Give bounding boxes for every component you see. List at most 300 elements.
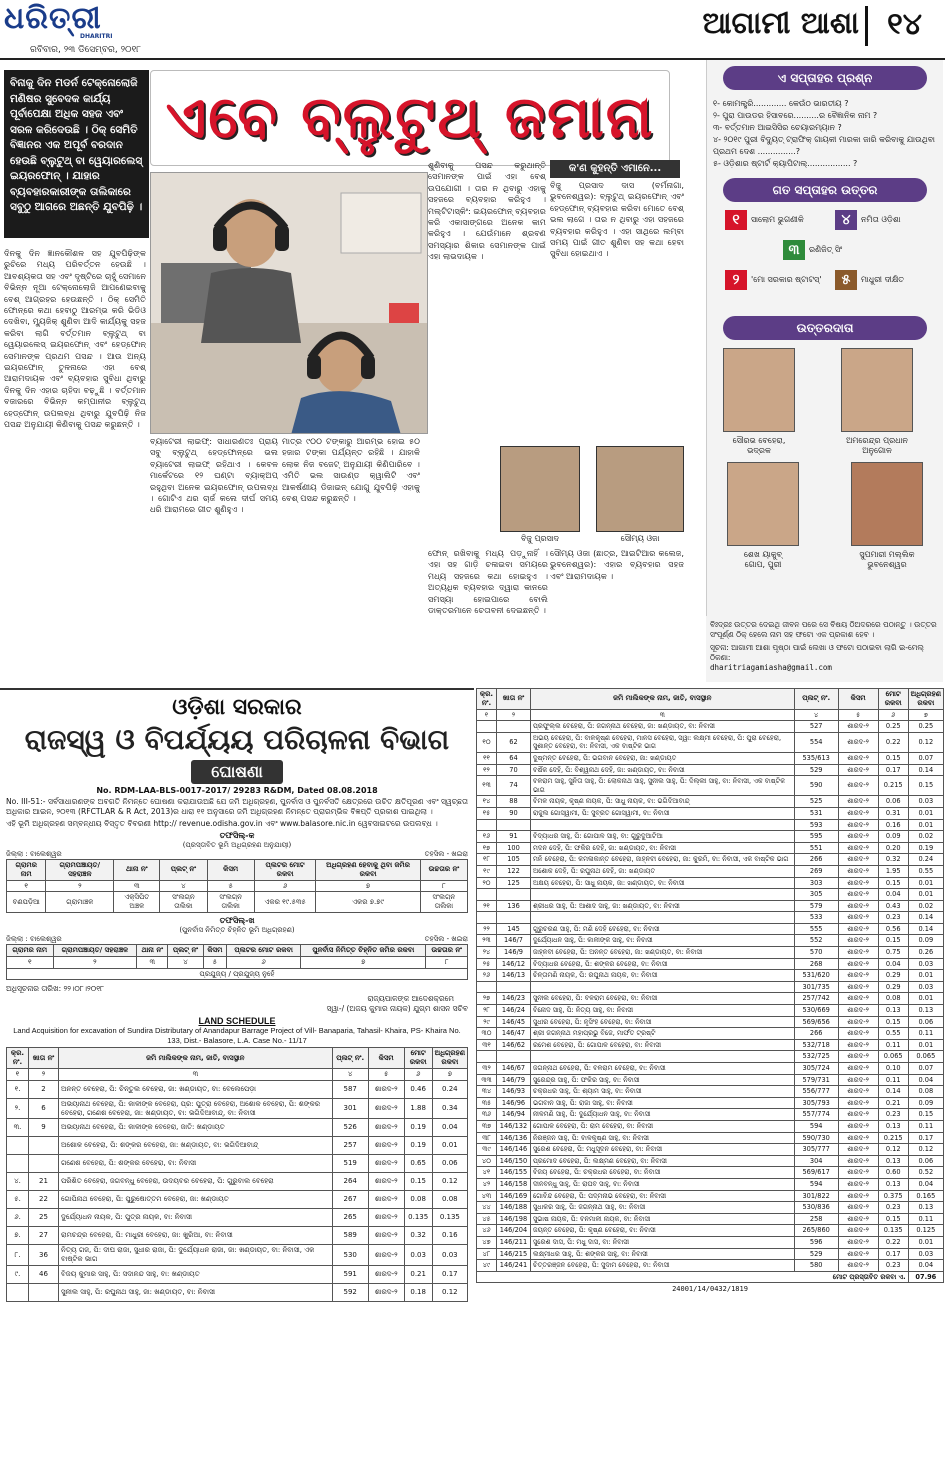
table-row [477, 1167, 944, 1179]
table-cell: ଶାରଦ-୨ [838, 1178, 878, 1190]
table-cell: 0.06 [432, 1155, 467, 1173]
table-cell: ଶାରଦ-୨ [838, 981, 878, 993]
table-cell: 0.10 [878, 1063, 908, 1075]
table-cell: ଶାରଦ-୨ [838, 1225, 878, 1237]
answer-text: 'ମୋ ସରକାର ଷ୍ଟାଟସ୍' [751, 275, 822, 284]
table-cell: 592 [332, 1283, 368, 1301]
table-cell: 266 [794, 854, 838, 866]
table-cell: ୩୪ [477, 1086, 497, 1098]
table-cell: ୩୩ [477, 1074, 497, 1086]
table-cell: 0.22 [878, 732, 908, 752]
table-row [7, 1080, 468, 1098]
table-row [477, 1225, 944, 1237]
table-cell: ଅଭୟାନାଥ ବେହେରା, ପି: କାଳୀଙ୍କ ବେହେରା, ପ୍ର: ପୁତ୍ରା ବେହେରା, ଅଶୋକ ବେହେରା, ପି: ଶଙ୍କର ବେହେରା, ଗଣେଶ ବେହେରା, ଜା: ଖଣ୍ଡାୟତ, ବା: ଭଗିଦିଆବାନ୍ଦ୍, ବା: ନିବାସୀ [59, 1098, 333, 1119]
table-cell: 0.22 [878, 1236, 908, 1248]
table-cell: ୩୨ [477, 1063, 497, 1075]
table-cell [531, 889, 795, 901]
table-cell: 0.11 [908, 1213, 943, 1225]
table-cell: 146/158 [497, 1178, 531, 1190]
table-cell: 0.12 [908, 732, 943, 752]
table-cell: ଗୋବିନ୍ଦ ବେହେରା, ପି: ପଦ୍ମନାଭ ବେହେରା, ବା: ନିବାସୀ [531, 1190, 795, 1202]
table-cell [497, 819, 531, 831]
table-cell [477, 912, 497, 924]
table-cell: 0.09 [908, 935, 943, 947]
sidebar-footer [706, 616, 943, 682]
answer-text: ରଣିଜିତ୍ ସିଂ [809, 245, 843, 254]
table-cell: ୪୯ [477, 1260, 497, 1272]
table-cell: ଶାରଦ-୨ [838, 796, 878, 808]
table-cell: ଜୟନ୍ତ ବେହେରା, ପି: କୃଷ୍ଣ ବେହେରା, ବା: ନିବାସୀ [531, 1225, 795, 1237]
table-cell: ୨୪ [477, 947, 497, 959]
table-cell: 265 [332, 1209, 368, 1227]
table-cell: ଶାରଦ-୨ [368, 1119, 404, 1137]
table-cell: 0.29 [878, 981, 908, 993]
column-number: ୭ [301, 956, 426, 968]
table-cell: 146/150 [497, 1155, 531, 1167]
table-cell: 21 [29, 1173, 59, 1191]
notice-date: ଅଧିସୂଚନାର ତାରିଖ: ୨୨।୦୮।୨୦୧୮ [6, 984, 105, 994]
schedule-b-table [6, 944, 468, 980]
article-column-7: ଫୋନ୍ ରଖିବାକୁ ମଧ୍ୟ ପଡ଼ୁନାହିଁ । ଏହା ସହ ଗାଡ଼ି ଚଳାଇବା ସମୟରେ ମଧ୍ୟ ସହଜରେ କଥା ହୋଇହୁଏ । ଅତ୍ୟଧିକ ବ୍ୟବହାର ଦ୍ୱାରା କାନରେ ସମସ୍ୟା ହୋଇପାରେ ବୋଲି ଡାକ୍ତରମାନେ ଚେତାବନୀ ଦେଇଛନ୍ତି । [428, 548, 548, 616]
table-cell: ୨୮ [477, 1005, 497, 1017]
land-table-header: ମୋଟ ରକବା [404, 1048, 432, 1069]
table-cell: ଶାରଦ-୨ [838, 752, 878, 764]
table-cell: 0.15 [878, 1213, 908, 1225]
table-cell: ମଦନ ଦେହି, ପି: ଫକିର ଦେହି, ଜା: ଖଣ୍ଡାୟତ, ବା: ନିବାସୀ [531, 842, 795, 854]
table-cell: 0.04 [878, 958, 908, 970]
table-cell: 146/136 [497, 1132, 531, 1144]
table-cell: ଶାରଦ-୨ [838, 1028, 878, 1040]
table-cell: 1.95 [878, 865, 908, 877]
table-cell: ୪୭ [477, 1236, 497, 1248]
table-cell: ଶାରଦ-୨ [838, 1086, 878, 1098]
table-cell: 0.25 [878, 721, 908, 733]
table-row [477, 1005, 944, 1017]
table-cell: 0.14 [908, 912, 943, 924]
logo-text: ଧରିତ୍ରୀ [4, 1, 102, 36]
column-number: ୭ [908, 709, 943, 721]
table-cell: ସୁରେଶ ଦାସ, ପି: ମଧୁ ଦାସ, ବା: ନିବାସୀ [531, 1236, 795, 1248]
table-cell: 0.02 [908, 831, 943, 843]
table-cell: ଶାରଦ-୨ [368, 1173, 404, 1191]
table-cell: 0.21 [878, 1097, 908, 1109]
table-cell: 579/731 [794, 1074, 838, 1086]
table-cell [7, 1155, 29, 1173]
table-cell: ପ୍ରଫୁଲ୍ଲ ବେହେରା, ପି: ଜଗନ୍ନାଥ ବେହେରା, ଜା: ଖଣ୍ଡାୟତ, ବା: ନିବାସୀ [531, 721, 795, 733]
table-cell: 146/93 [497, 1086, 531, 1098]
winner-photo [727, 462, 799, 546]
govt-notice [0, 688, 474, 1474]
table-cell: 257 [332, 1137, 368, 1155]
table-cell: ୪୫ [477, 1213, 497, 1225]
notice-para-1: No. III-51:- ସର୍ବସାଧାରଣଙ୍କ ଅବଗତି ନିମନ୍ତେ ଘୋଷଣା କରାଯାଉଅଛି ଯେ ଜମି ଅଧିଗ୍ରହଣ, ପୁନର୍ବାସ ଓ ପୁନର୍ବସତି କ୍ଷେତ୍ରରେ ଉଚିତ କ୍ଷତିପୂରଣ ଏବଂ ସ୍ୱଚ୍ଛତା ଅଧିକାର ଆଇନ, ୨୦୧୩ (RFCTLAR & R Act, 2013)ର ଧାରା ୧୧ ଅନୁସାରେ ଜମି ଅଧିଗ୍ରହଣ ନିମନ୍ତେ ପ୍ରାରମ୍ଭିକ ବିଜ୍ଞପ୍ତି ପ୍ରକାଶ ପାଇଥିଲା । [6, 797, 468, 816]
table-cell: 146/79 [497, 1074, 531, 1086]
table-cell: ୫. [7, 1191, 29, 1209]
table-cell: ଶାରଦ-୨ [838, 1248, 878, 1260]
table-cell: 88 [497, 796, 531, 808]
footer-email-label: ସୂଚନା: ଆଗାମୀ ଆଶା ପୃଷ୍ଠା ପାଇଁ ଲେଖା ଓ ଫଟୋ ପଠାଇବା ଲାଗି ଇ-ମେଲ୍ ଠିକଣା: [710, 643, 924, 662]
schedule-a-header: ପ୍ଲଟର ମୋଟ ରକବା [254, 860, 316, 881]
column-number: ୫ [838, 709, 878, 721]
table-cell: 70 [497, 764, 531, 776]
winner-photo [851, 462, 923, 546]
table-cell: ଶାରଦ-୨ [368, 1245, 404, 1266]
footer-code: 24001/14/0432/1819 [672, 1285, 748, 1294]
table-cell: 301/822 [794, 1190, 838, 1202]
table-cell: ନିତ୍ୟ ଗଜ, ପି: ଦୀଘ ରାଜା, ସୁଧୀର ରାଜା, ପି: ଦୁର୍ଯ୍ୟୋଧନ ରାଜା, ଜା: ଖଣ୍ଡାୟତ, ବା: ନିବାସୀ, ଏକ ବାଷ୍ଟିକ ଭାଗ [59, 1245, 333, 1266]
table-cell: 0.15 [908, 776, 943, 796]
table-cell: 532/718 [794, 1039, 838, 1051]
table-cell: ଶାରଦ-୨ [838, 1202, 878, 1214]
table-row [477, 865, 944, 877]
table-cell: 580 [794, 1260, 838, 1272]
table-cell: 0.75 [878, 947, 908, 959]
winner-caption: ଅମରେନ୍ଦ୍ର ପ୍ରଧାନ ଅନୁଗୋଳ [846, 436, 908, 455]
table-cell: ୪୦ [477, 1155, 497, 1167]
table-row [7, 1209, 468, 1227]
table-cell: 305/793 [794, 1097, 838, 1109]
land-schedule-table [6, 1047, 468, 1302]
table-row [477, 1086, 944, 1098]
table-cell: ୨୬ [477, 970, 497, 982]
table-cell: 0.04 [908, 1074, 943, 1086]
table-cell: ଶାରଦ-୨ [838, 1213, 878, 1225]
table-cell: 0.03 [404, 1245, 432, 1266]
table-cell: ସୁଧୀର ବେହେରା, ପି: ନୃସିଂହ ବେହେରା, ବା: ନିବାସୀ [531, 1016, 795, 1028]
column-number: ୨ [29, 1068, 59, 1080]
table-cell: ଶାରଦ-୨ [368, 1209, 404, 1227]
table-cell: ସୁନୀଲ ବେହେରା, ପି: ବଳରାମ ବେହେରା, ବା: ନିବାସୀ [531, 993, 795, 1005]
table-cell: ନିରଞ୍ଜନ ସାହୁ, ପି: ବାଳକୃଷ୍ଣ ସାହୁ, ବା: ନିବାସୀ [531, 1132, 795, 1144]
schedule-a-header: ଉଚ୍ଚତାର ନଂ [420, 860, 467, 881]
table-cell: 0.17 [432, 1265, 467, 1283]
table-cell: 0.11 [878, 1074, 908, 1086]
table-cell: 105 [497, 854, 531, 866]
column-number: ୧ [477, 709, 497, 721]
table-cell: ଶାରଦ-୨ [838, 1260, 878, 1272]
article-column-4: ବିଜୁ ପ୍ରସାଦ ଦାସ (ବର୍ମନାଗା, ଭୁବନେଶ୍ୱର): ବ୍ଲୁଟୁଥ୍ ଇୟରଫୋନ୍ ଏବଂ ହେଡ୍‌ଫୋନ୍ ବ୍ୟବହାର କରିବା ମୋତେ ବେଶ୍ ଭଲ ଲାଗେ । ତାର ନ ଥିବାରୁ ଏହା ସହଜରେ ବ୍ୟବହାର କରିହୁଏ । ଏହା ସାଥିରେ ଲମ୍ବା ସମୟ ପାଇଁ ଗୀତ ଶୁଣିବା ସହ କଥା ହେବା ସୁବିଧା ହୋଇଥାଏ । [550, 180, 684, 259]
table-cell: 587 [332, 1080, 368, 1098]
table-cell: 146/198 [497, 1213, 531, 1225]
table-cell: 301 [332, 1098, 368, 1119]
table-cell: 529 [794, 764, 838, 776]
table-cell: ୧୮ [477, 854, 497, 866]
opinion-box-title: କ'ଣ କୁହନ୍ତି ଏମାନେ... [550, 160, 680, 178]
answers-list [707, 202, 943, 314]
table-cell: ୯. [7, 1265, 29, 1283]
table-cell: ଚକ୍ରଧର ସାହୁ, ପି: ଶ୍ୟାମ ସାହୁ, ବା: ନିବାସୀ [531, 1086, 795, 1098]
table-cell: 0.03 [908, 981, 943, 993]
table-cell: ରାମଚନ୍ଦ୍ର ବେହେରା, ପି: ମାଧୁରୀ ବେହେରା, ଜା: ଖୁରିଆ, ବା: ନିବାସୀ [59, 1227, 333, 1245]
column-number: ୩ [114, 880, 160, 892]
table-cell: ଶାରଦ-୨ [838, 1051, 878, 1063]
table-row [7, 1265, 468, 1283]
headphone-illustration [151, 173, 428, 434]
table-row [477, 900, 944, 912]
table-cell: 0.08 [908, 1086, 943, 1098]
table-cell: 0.03 [908, 958, 943, 970]
table-cell: 0.03 [908, 796, 943, 808]
column-number: ୫ [207, 880, 254, 892]
column-number: ୪ [168, 956, 203, 968]
table-cell [531, 912, 795, 924]
table-cell: 0.08 [404, 1191, 432, 1209]
table-cell: ଶାରଦ-୨ [838, 865, 878, 877]
schedule-a-sub: (ପ୍ରସ୍ତାବିତ ଭୂମି ଅଧିଗ୍ରହଣ ଅନୁଯାୟୀ) [182, 841, 292, 849]
table-cell: ଶାରଦ-୨ [838, 1074, 878, 1086]
table-cell: ଶାରଦ-୨ [838, 1097, 878, 1109]
table-cell: 0.11 [908, 1028, 943, 1040]
table-cell: 268 [794, 958, 838, 970]
table-cell: 579 [794, 900, 838, 912]
land-table-header: ଅଧିଗ୍ରହଣ ରକବା [432, 1048, 467, 1069]
schedule-a-header: କିସମ [207, 860, 254, 881]
headline: ଏବେ ବ୍ଲୁଟୁଥ୍ ଜମାନା [165, 83, 655, 151]
portrait-biju-prasad [500, 446, 580, 532]
table-cell [497, 912, 531, 924]
right-table-header: କ୍ର. ନଂ. [477, 689, 497, 710]
table-cell: 0.32 [404, 1227, 432, 1245]
table-row [477, 993, 944, 1005]
table-cell: 0.31 [878, 807, 908, 819]
table-cell: ରମେଶ ବେହେରା, ପି: ଗୋପାଳ ବେହେରା, ବା: ନିବାସୀ [531, 1039, 795, 1051]
table-cell: 257/742 [794, 993, 838, 1005]
table-cell: 146/47 [497, 1028, 531, 1040]
table-cell: ସୁନୀଲ ସାହୁ, ପି: ରଘୁନାଥ ସାହୁ, ଜା: ଖଣ୍ଡାୟତ, ବା: ନିବାସୀ [59, 1283, 333, 1301]
table-cell: ୨୩ [477, 935, 497, 947]
table-cell [29, 1137, 59, 1155]
table-cell: 0.13 [908, 1005, 943, 1017]
table-cell: 530/669 [794, 1005, 838, 1017]
table-cell: ଜଗନ୍ନାଥ ବେହେରା, ପି: ବଳରାମ ବେହେରା, ବା: ନିବାସୀ [531, 1063, 795, 1075]
table-cell: ବର୍ଷିକ ଦେହି, ପି: ବିଶ୍ୱନାଥ ଦେହି, ଜା: ଖଣ୍ଡାୟତ, ବା: ନିବାସୀ [531, 764, 795, 776]
table-cell: ଅନନ୍ତ ବେହେରା, ପି: ଚିନ୍ତୁଲ ବେହେରା, ଜା: ଖଣ୍ଡାୟତ, ବା: ବେଲେପେଡ଼ା [59, 1080, 333, 1098]
schedule-a-header: ଗ୍ରାମପଞ୍ଚାୟତ/ସହରାଞ୍ଚଳ [46, 860, 114, 881]
table-cell: ନୀଳମଣି ସାହୁ, ପି: ଦୁର୍ଯ୍ୟୋଧନ ସାହୁ, ବା: ନିବାସୀ [531, 1109, 795, 1121]
table-cell [497, 721, 531, 733]
table-cell: ବିଜୟ ବେହେରା, ପି: ଚକ୍ରଧର ବେହେରା, ବା: ନିବାସୀ [531, 1167, 795, 1179]
schedule-b-title: ତଫସିଲ୍-ଖ [219, 915, 255, 925]
table-cell: ୮. [7, 1245, 29, 1266]
schedule-b-header: ଗ୍ରାମପଞ୍ଚାୟତ/ ସହରାଞ୍ଚଳ [53, 944, 137, 956]
table-cell: 0.09 [908, 1097, 943, 1109]
table-cell: ଚିତ୍ତରଞ୍ଜନ ବେହେରା, ପି: ସୁଦାମ ବେହେରା, ବା: ନିବାସୀ [531, 1260, 795, 1272]
table-cell: ଚିନ୍ତାମଣି ନାୟକ, ପି: ରଘୁନାଥ ନାୟକ, ବା: ନିବାସୀ [531, 970, 795, 982]
schedule-a-header: ଥାନା ନଂ [114, 860, 160, 881]
table-cell: 146/7 [497, 935, 531, 947]
table-cell: 0.46 [404, 1080, 432, 1098]
masthead [0, 0, 945, 60]
table-cell: 0.04 [908, 1178, 943, 1190]
table-cell: ୩୯ [477, 1144, 497, 1156]
table-row [477, 1039, 944, 1051]
table-cell: 146/211 [497, 1236, 531, 1248]
table-cell: 74 [497, 776, 531, 796]
answer-item [725, 270, 821, 290]
table-cell: ୧୩ [477, 776, 497, 796]
table-row [477, 1109, 944, 1121]
table-cell [477, 819, 497, 831]
table-cell: ଶାରଦ-୨ [368, 1227, 404, 1245]
table-cell: ମନି ବେହେରା, ପି: କମଳାକାନ୍ତ ବେହେରା, ଜାହ୍ନବୀ ବେହେରା, ଜା: କୁରମି, ବା: ନିବାସୀ, ଏକ ବାଷ୍ଟିକ ଭାଗ [531, 854, 795, 866]
department-title: ରାଜସ୍ୱ ଓ ବିପର୍ଯ୍ୟୟ ପରିଚାଳନା ବିଭାଗ [24, 723, 450, 756]
table-cell: 0.375 [878, 1190, 908, 1202]
table-cell: 62 [497, 732, 531, 752]
table-cell: 0.60 [878, 1167, 908, 1179]
table-cell: 0.13 [878, 1120, 908, 1132]
gov-title: ଓଡ଼ିଶା ସରକାର [172, 695, 302, 720]
table-cell: ଶାରଦ-୨ [838, 819, 878, 831]
column-number: ୪ [794, 709, 838, 721]
table-cell: 146/204 [497, 1225, 531, 1237]
table-cell: 27 [29, 1227, 59, 1245]
table-cell: 146/155 [497, 1167, 531, 1179]
table-row [7, 1283, 468, 1301]
table-cell: 146/67 [497, 1063, 531, 1075]
answer-item [835, 210, 901, 230]
answer-number: ୧ [725, 210, 747, 230]
table-cell: ୩୬ [477, 1109, 497, 1121]
table-cell: 0.165 [908, 1190, 943, 1202]
table-cell: 0.17 [878, 1248, 908, 1260]
table-cell: ଶାରଦ-୨ [368, 1098, 404, 1119]
schedule-b-header: ପ୍ଲଟ୍ ନଂ [168, 944, 203, 956]
schedule-a-cell: ସଂଲଗ୍ନ ତାଲିକା [420, 892, 467, 913]
table-cell: 591 [332, 1265, 368, 1283]
table-cell: 0.13 [878, 1178, 908, 1190]
table-cell: 0.01 [432, 1137, 467, 1155]
table-cell: 593 [794, 819, 838, 831]
notice-para-2: ଏହି ଭୂମି ଅଧିଗ୍ରହଣ ସମ୍ବନ୍ଧୀୟ ବିସ୍ତୃତ ବିବରଣୀ http:// revenue.odisha.gov.in ଏବଂ www.balasore.nic.in ୱେବସାଇଟରେ ଉପଲବ୍ଧ । [6, 819, 438, 828]
table-cell: ଦୁର୍ଯ୍ୟୋଧନ ସାହୁ, ପି: କାଳୀଙ୍କ ସାହୁ, ବା: ନିବାସୀ [531, 935, 795, 947]
table-cell: ଶ୍ରୀଧର ସାହୁ, ପି: ଆଶାଦ ସାହୁ, ଜା: ଖଣ୍ଡାୟତ, ବା: ନିବାସୀ [531, 900, 795, 912]
column-number: ୨ [53, 956, 137, 968]
column-number: ୨ [46, 880, 114, 892]
schedule-a-title: ତଫସିଲ୍-କ [219, 831, 255, 840]
table-cell [531, 819, 795, 831]
table-cell: 0.065 [878, 1051, 908, 1063]
table-row [477, 854, 944, 866]
column-number: ୭ [316, 880, 420, 892]
total-value: 07.96 [908, 1271, 943, 1283]
table-row [477, 1063, 944, 1075]
table-cell: 303 [794, 877, 838, 889]
table-cell: 0.26 [908, 947, 943, 959]
article-column-3: ଶୁଣିବାକୁ ପସନ୍ଦ କରୁଥାନ୍ତି ସେମାନଙ୍କ ପାଇଁ ଏହା ବେଶ୍ ଉପଯୋଗୀ । ତାର ନ ଥିବାରୁ ଏହାକୁ ସହଜରେ ବ୍ୟବହାର କରିହୁଏ । ମଲ୍ଟିଟାସ୍କିଂ: ଇୟରଫୋନ୍ ବ୍ୟବହାର କରି ଏକାସାଙ୍ଗରେ ଅନେକ କାମ କରିହୁଏ । ଯେଉଁମାନେ ଶ୍ରବଣ ସମସ୍ୟାର ଶିକାର ସେମାନଙ୍କ ପାଇଁ ଏହା ଲାଭଦାୟକ । [428, 160, 546, 262]
land-table-header: ଜମି ମାଲିକଙ୍କ ନାମ, ଜାତି, ବାସସ୍ଥାନ [59, 1048, 333, 1069]
table-row [477, 1132, 944, 1144]
table-cell: ୨୫ [477, 958, 497, 970]
table-cell: ଗୁରୁଚରଣ ସାହୁ, ପି: ମଣି ଦେହି ବେହେରା, ବା: ନିବାସୀ [531, 923, 795, 935]
table-cell: ସୁଧାକର ସାହୁ, ପି: ଜଗନ୍ନାଥ ସାହୁ, ବା: ନିବାସୀ [531, 1202, 795, 1214]
sign-line-2: ସ୍ୱା-/ (ଅଜୟ କୁମାର ନାୟକ) ଯୁଗ୍ମ ଶାସନ ସଚିବ [326, 1004, 468, 1014]
table-cell [29, 1283, 59, 1301]
table-cell: 0.215 [878, 776, 908, 796]
total-label: ମୋଟ ପ୍ରସ୍ତାବିତ ରକବା ଏ. [477, 1271, 909, 1283]
table-cell: 590 [794, 776, 838, 796]
table-cell: 0.12 [432, 1283, 467, 1301]
table-cell: ଶାରଦ-୨ [838, 1120, 878, 1132]
table-cell: ଶାରଦ-୨ [368, 1283, 404, 1301]
table-cell: 146/24 [497, 1005, 531, 1017]
table-cell: 570 [794, 947, 838, 959]
table-cell: 267 [332, 1191, 368, 1209]
table-cell: 595 [794, 831, 838, 843]
answer-text: ନମିତା ଓଡ଼ିଶା [861, 215, 901, 224]
table-cell: 594 [794, 1120, 838, 1132]
answer-text: ସାଲୋମ ଭୁଗଣୀକି [751, 215, 804, 224]
table-cell: 22 [29, 1191, 59, 1209]
table-cell: ଦୁଷ୍ମନ୍ତ ବେହେରା, ପି: ଭଗବାନ ବେହେରା, ଜା: ଖଣ୍ଡାୟତ [531, 752, 795, 764]
table-row [477, 1213, 944, 1225]
table-cell: 0.01 [908, 993, 943, 1005]
table-cell: 0.14 [908, 923, 943, 935]
table-row [7, 1191, 468, 1209]
land-schedule-continued [476, 688, 944, 1474]
table-cell: ଶାରଦ-୨ [838, 993, 878, 1005]
table-cell: ଶାରଦ-୨ [838, 958, 878, 970]
column-number: ୬ [878, 709, 908, 721]
schedule-b-header: ଗ୍ରାମର ନାମ [7, 944, 54, 956]
table-cell: 530/836 [794, 1202, 838, 1214]
table-cell [497, 889, 531, 901]
table-cell: 532/725 [794, 1051, 838, 1063]
table-cell: 90 [497, 807, 531, 819]
schedule-a-cell: ଏକର ୧୯.୫୩୫ [254, 892, 316, 913]
table-cell [531, 981, 795, 993]
table-cell: ୪୧ [477, 1167, 497, 1179]
article-column-5: ବ୍ୟାଟେରୀ ଲାଇଫ୍: ସାଧାରଣତଃ ପ୍ରାୟ ସବୁ ବ୍ଲୁଟୁଥ୍ ହେଡ୍‌ଫୋନ୍‌ରେ ଭଲ ବ୍ୟାଟେରୀ ଲାଇଫ୍ ରହିଥାଏ । କେବଳ ମାର୍କେଟରେ ୧୨ ଘଣ୍ଟା ବ୍ୟାକ୍‌ଅପ୍ ରହୁଥିବା ଅନେକ ଇୟରଫୋନ୍ ଉପଲବ୍ଧ । ଗୋଟିଏ ଥର ଚାର୍ଜ କଲେ ଦୀର୍ଘ ସମୟ ଧରି ଆରାମରେ ଗୀତ ଶୁଣିହୁଏ । [150, 436, 278, 515]
table-cell: 64 [497, 752, 531, 764]
table-cell: 0.15 [878, 752, 908, 764]
table-cell: 0.12 [908, 1144, 943, 1156]
table-row [477, 889, 944, 901]
table-cell: ଅଶୋକ ବେହେରା, ପି: ଶଙ୍କର ବେହେରା, ଜା: ଖଣ୍ଡାୟତ, ବା: ଭଗିଦିଆବାନ୍ଦ୍ [59, 1137, 333, 1155]
table-cell: 0.15 [878, 935, 908, 947]
table-cell: ୪୬ [477, 1225, 497, 1237]
schedule-a-header: ପ୍ଲଟ୍ ନଂ [160, 860, 207, 881]
answer-number: ୫ [835, 270, 857, 290]
table-cell: ୧୭ [477, 842, 497, 854]
right-table-header: ପ୍ଲଟ୍ ନଂ. [794, 689, 838, 710]
questions-heading: ଏ ସପ୍ତାହର ପ୍ରଶ୍ନ [723, 66, 927, 90]
table-cell: ଶାରଦ-୨ [838, 1167, 878, 1179]
table-cell: 525 [794, 796, 838, 808]
table-cell: ୩. [7, 1119, 29, 1137]
table-cell: ୧୦ [477, 732, 497, 752]
table-cell: 146/12 [497, 958, 531, 970]
table-cell: ଶାରଦ-୨ [838, 721, 878, 733]
questions-list [707, 90, 943, 172]
answer-number: ୪ [835, 210, 857, 230]
table-cell: 9 [29, 1119, 59, 1137]
footer-note: ବିଃଦ୍ରଃ ଉତ୍ତର ଦେଇଥି ଜୀବନ ପରେ ସେ ବିଷୟ ଠିଅଦରରେ ପଠାନ୍ତୁ । ଉତ୍ତର ସଂପୂର୍ଣ୍ଣ ଠିକ୍ ହେଲେ ନାମ ସହ ଫଟୋ ଏକ ପ୍ରକାଶ ହେବ । [710, 620, 937, 639]
table-cell: 0.23 [878, 1260, 908, 1272]
table-cell: 0.08 [878, 993, 908, 1005]
table-row [477, 1074, 944, 1086]
table-cell: 0.11 [908, 1120, 943, 1132]
table-cell: 122 [497, 865, 531, 877]
table-cell: ଦୀନବନ୍ଧୁ ସାହୁ, ପି: ରାଘବ ସାହୁ, ବା: ନିବାସୀ [531, 1178, 795, 1190]
schedule-a-cell: ବଣପଡ଼ିଆ [7, 892, 46, 913]
table-cell: 146/96 [497, 1097, 531, 1109]
table-cell: ଶାରଦ-୨ [838, 912, 878, 924]
land-table-header: କ୍ର. ନଂ. [7, 1048, 29, 1069]
answer-item [835, 270, 904, 290]
table-cell: ଶ୍ରୀ ଜଗନ୍ନାଥ ମହାପ୍ରଭୁ ବିଜେ, ମାର୍ଫତ ଟ୍ରଷ୍ଟି [531, 1028, 795, 1040]
winners-heading: ଉତ୍ତରଦାତା [723, 316, 927, 340]
table-cell: ଶାରଦ-୨ [838, 1039, 878, 1051]
